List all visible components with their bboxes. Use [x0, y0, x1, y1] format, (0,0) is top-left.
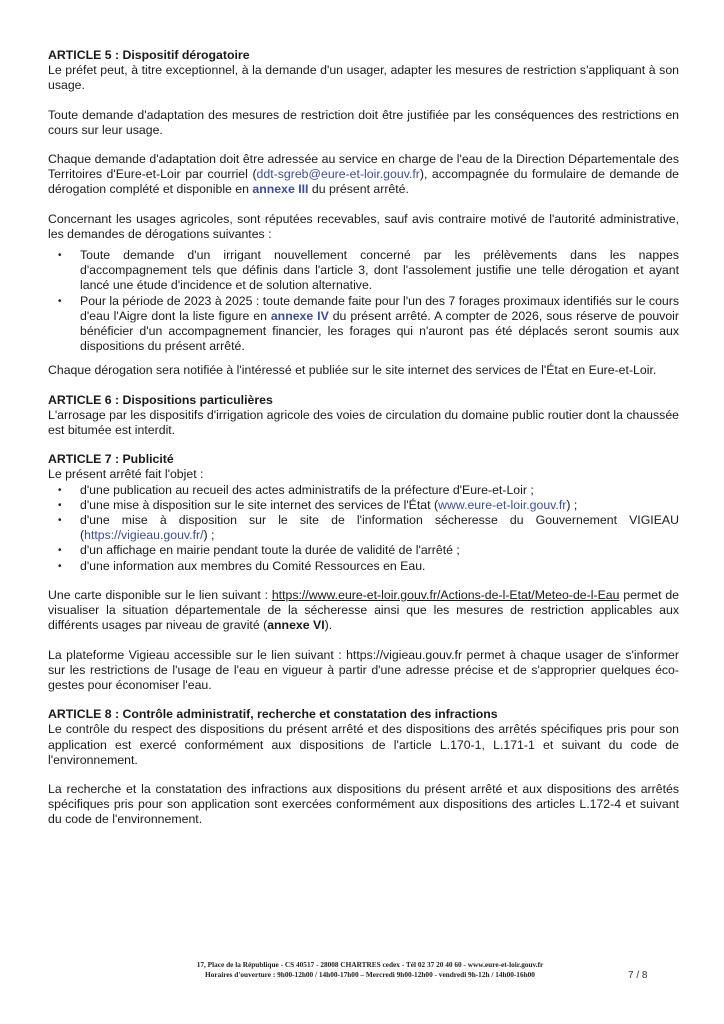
vigieau-link[interactable]: https://vigieau.gouv.fr/ — [84, 528, 204, 543]
article-6 — [48, 393, 679, 439]
annex-iii-link[interactable]: annexe III — [252, 182, 309, 197]
email-link[interactable]: ddt-sgreb@eure-et-loir.gouv.fr — [256, 167, 420, 182]
text: ), accompagnée du formulaire de demande de dérogation complété et disponible en — [48, 167, 679, 197]
article-6-paragraph-1: L'arrosage par les dispositifs d'irrigation agricole des voies de circulation du domaine public routier dont la chaussée est bitumée est interdit. — [48, 407, 679, 438]
text: du présent arrêté. — [308, 182, 409, 197]
list-item — [80, 294, 679, 355]
text: Pour la période de 2023 à 2025 : toute demande faite pour l'un des 7 forages proximaux identifiés sur le cours d'eau l'Aigre dont la liste figure en — [80, 293, 679, 323]
text: ). — [324, 618, 333, 633]
publication-list — [48, 483, 679, 574]
article-6-title: ARTICLE 6 : Dispositions particulières — [48, 392, 273, 407]
footer-hours: Horaires d'ouverture : 9h00-12h00 / 14h00-17h00 – Mercredi 9h00-12h00 - vendredi 9h-12h / 14h00-16h00 — [205, 970, 535, 979]
meteo-eau-link[interactable]: https://www.eure-et-loir.gouv.fr/Actions-de-l-Etat/Meteo-de-l-Eau — [271, 587, 620, 602]
derogation-list — [48, 248, 679, 354]
article-8 — [48, 707, 679, 827]
list-item — [80, 513, 679, 543]
article-5-paragraph-4: Concernant les usages agricoles, sont réputées recevables, sauf avis contraire motivé de l'autorité administrative, les demandes de dérogations suivantes : — [48, 211, 679, 241]
article-5-paragraph-3 — [48, 152, 679, 198]
article-5-paragraph-1: Le préfet peut, à titre exceptionnel, à la demande d'un usager, adapter les mesures de restriction s'appliquant à son usage. — [48, 63, 679, 93]
footer-address: 17, Place de la République - CS 40517 - 28008 CHARTRES cedex - Tél 02 37 20 40 60 - www.eure-et-loir.gouv.fr — [196, 960, 544, 969]
article-8-paragraph-2: La recherche et la constatation des infractions aux dispositions du présent arrêté et aux dispositions des arrêtés spécifiques pris pour son application sont exercées conformément aux dispositions des articles L.172-4 et suivant du code de l'environnement. — [48, 781, 679, 827]
annex-vi-ref: annexe VI — [267, 618, 325, 633]
article-7-intro: Le présent arrêté fait l'objet : — [48, 467, 204, 482]
article-7 — [48, 452, 679, 693]
website-link[interactable]: www.eure-et-loir.gouv.fr — [438, 497, 567, 512]
list-item: • Toute demande d'un irrigant nouvellement concerné par les prélèvements dans les nappes d'accompagnement tels que définis dans l'article 3, dont l'assolement justifie une telle dérogation et ayant lancé une étude d'incidence et de solution alternative. — [80, 248, 679, 294]
article-5-paragraph-5: Chaque dérogation sera notifiée à l'intéressé et publiée sur le site internet des services de l'État en Eure-et-Loir. — [48, 363, 657, 378]
list-item: • d'une information aux membres du Comité Ressources en Eau. — [80, 559, 679, 574]
article-7-paragraph-3: La plateforme Vigieau accessible sur le lien suivant : https://vigieau.gouv.fr permet à chaque usager de s'informer sur les restrictions de l'usage de l'eau en vigueur à partir d'une adresse précise et de s'approprier quelques éco-gestes pour économiser l'eau. — [48, 647, 679, 692]
annex-iv-link[interactable]: annexe IV — [270, 308, 329, 323]
list-item — [80, 498, 679, 513]
text: permet de visualiser la situation départementale de la sécheresse ainsi que les mesures de restriction applicables aux différents usages par niveau de gravité ( — [48, 587, 679, 633]
text: ) ; — [566, 497, 578, 512]
article-5-paragraph-2: Toute demande d'adaptation des mesures de restriction doit être justifiée par les conséquences des restrictions en cours sur leur usage. — [48, 107, 679, 137]
page-number: 7 / 8 — [628, 970, 648, 981]
text: Une carte disponible sur le lien suivant : — [48, 587, 272, 602]
document-page — [48, 48, 679, 828]
article-8-paragraph-1: Le contrôle du respect des dispositions du présent arrêté et des dispositions des arrêtés spécifiques pris pour son application est exercé conformément aux dispositions de l'article L.170-1, L.171-1 et suivant du code de l'environnement. — [48, 722, 679, 767]
list-item: • d'un affichage en mairie pendant toute la durée de validité de l'arrêté ; — [80, 543, 679, 558]
text: d'une mise à disposition sur le site internet des services de l'État ( — [80, 497, 439, 512]
article-7-title: ARTICLE 7 : Publicité — [48, 452, 174, 467]
list-item: • d'une publication au recueil des actes administratifs de la préfecture d'Eure-et-Loir ; — [80, 483, 679, 498]
text: ) ; — [203, 528, 215, 543]
article-5 — [48, 48, 679, 379]
page-footer — [130, 960, 610, 980]
text: du présent arrêté. A compter de 2026, sous réserve de pouvoir bénéficier d'un accompagnement financier, les forages qui n'auront pas été déplacés seront soumis aux dispositions du présent arrêté. — [80, 308, 679, 354]
text: Chaque demande d'adaptation doit être adressée au service en charge de l'eau de la Direction Départementale des Territoires d'Eure-et-Loir par courriel ( — [48, 152, 679, 182]
article-8-title: ARTICLE 8 : Contrôle administratif, recherche et constatation des infractions — [48, 707, 498, 722]
article-5-title: ARTICLE 5 : Dispositif dérogatoire — [48, 48, 250, 62]
text: d'une mise à disposition sur le site de l'information sécheresse du Gouvernement VIGIEAU ( — [80, 513, 679, 543]
article-7-paragraph-2 — [48, 588, 679, 634]
